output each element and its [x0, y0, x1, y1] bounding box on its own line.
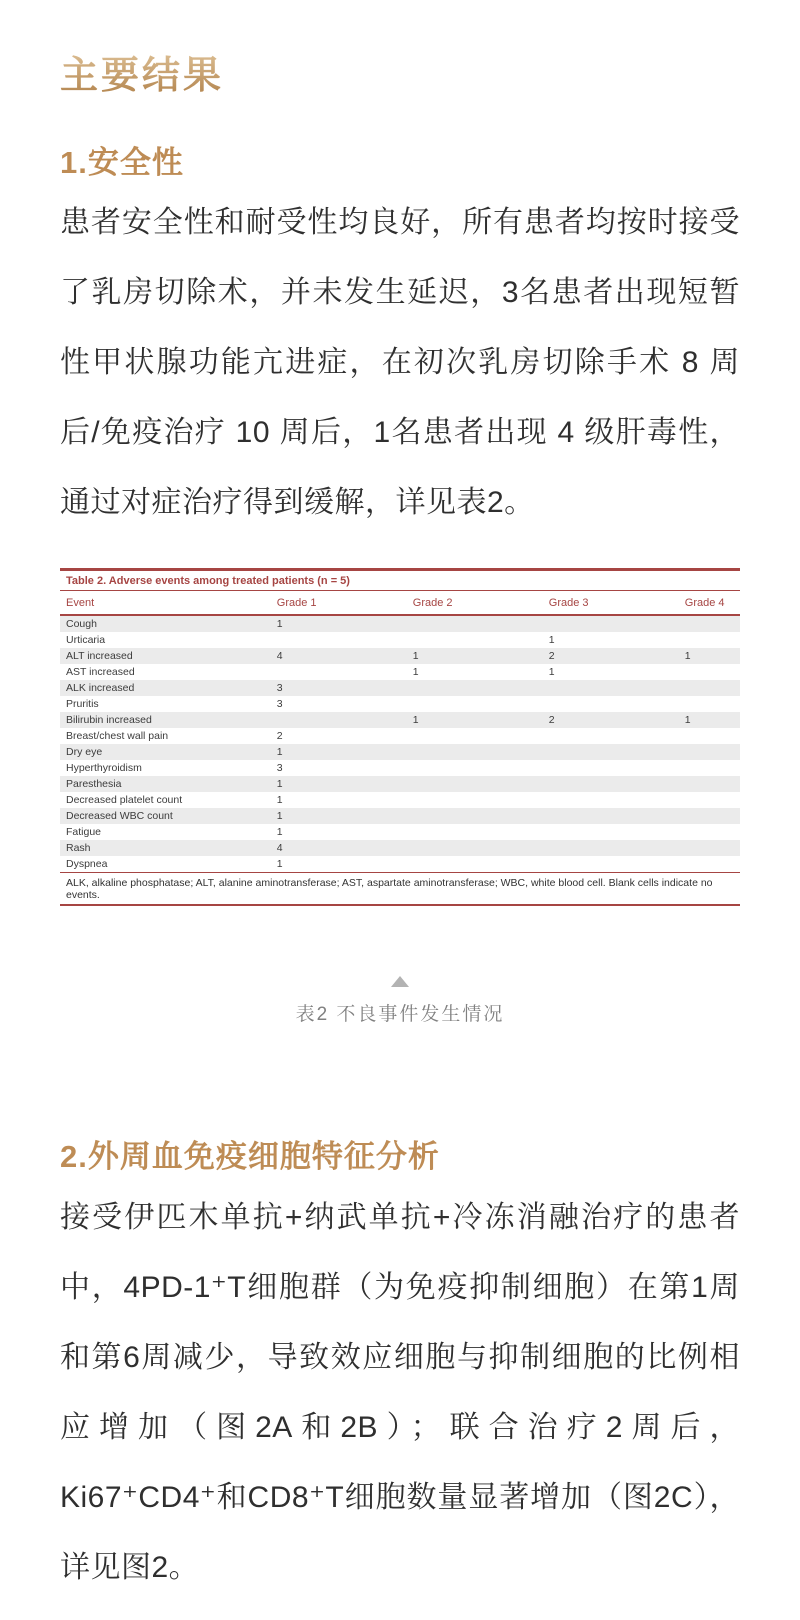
event-cell: Pruritis — [66, 697, 99, 710]
grade-cell — [271, 632, 407, 648]
grade-cell — [407, 680, 543, 696]
grade-cell — [407, 744, 543, 760]
table-row — [60, 728, 740, 744]
grade-cell — [407, 696, 543, 712]
table-row — [60, 712, 740, 728]
grade-cell — [407, 824, 543, 840]
event-cell: ALT increased — [66, 649, 133, 662]
grade-cell — [679, 856, 740, 872]
grade-cell: 1 — [412, 665, 419, 678]
grade-cell: 4 — [276, 649, 283, 662]
event-cell: Bilirubin increased — [66, 713, 152, 726]
grade-cell — [679, 664, 740, 680]
grade-cell — [543, 744, 679, 760]
table-row — [60, 680, 740, 696]
table-row — [60, 840, 740, 856]
grade-cell — [543, 696, 679, 712]
section-2-heading: 2.外周血免疫细胞特征分析 — [60, 1139, 440, 1175]
grade-cell — [679, 632, 740, 648]
grade-cell — [407, 615, 543, 632]
column-header: Grade 1 — [271, 591, 407, 615]
grade-cell: 1 — [276, 617, 283, 630]
grade-cell — [679, 792, 740, 808]
table-header-row — [60, 591, 740, 615]
grade-cell — [543, 680, 679, 696]
grade-cell — [407, 856, 543, 872]
grade-cell: 1 — [276, 825, 283, 838]
grade-cell — [271, 664, 407, 680]
grade-cell — [543, 808, 679, 824]
grade-cell — [679, 680, 740, 696]
event-cell: Decreased WBC count — [66, 809, 173, 822]
table-row — [60, 648, 740, 664]
event-cell: Decreased platelet count — [66, 793, 183, 806]
table-body — [60, 615, 740, 872]
grade-cell — [679, 776, 740, 792]
event-cell: Rash — [66, 841, 91, 854]
table-caption-block — [60, 976, 740, 1026]
event-cell: Dyspnea — [66, 857, 108, 870]
grade-cell: 1 — [548, 633, 555, 646]
grade-cell — [407, 632, 543, 648]
event-cell: Dry eye — [66, 745, 103, 758]
grade-cell: 1 — [276, 777, 283, 790]
grade-cell — [679, 696, 740, 712]
table-caption: 表2 不良事件发生情况 — [295, 1004, 505, 1026]
grade-cell — [543, 728, 679, 744]
event-cell: Breast/chest wall pain — [66, 729, 169, 742]
table-row — [60, 615, 740, 632]
event-cell: AST increased — [66, 665, 135, 678]
grade-cell: 1 — [276, 793, 283, 806]
grade-cell: 1 — [276, 745, 283, 758]
table-row — [60, 664, 740, 680]
table-row — [60, 856, 740, 872]
event-cell: Cough — [66, 617, 97, 630]
section-2-paragraph: 接受伊匹木单抗+纳武单抗+冷冻消融治疗的患者中，4PD-1⁺T细胞群（为免疫抑制细胞）在第1周和第6周减少，导致效应细胞与抑制细胞的比例相应增加（图2A和2B）；联合治疗2周后，Ki67⁺CD4⁺和CD8⁺T细胞数量显著增加（图2C），详见图2。 — [60, 1201, 740, 1585]
grade-cell: 1 — [412, 713, 419, 726]
grade-cell — [679, 744, 740, 760]
grade-cell: 1 — [276, 857, 283, 870]
grade-cell: 2 — [548, 649, 555, 662]
table-row — [60, 808, 740, 824]
grade-cell — [407, 840, 543, 856]
grade-cell: 2 — [276, 729, 283, 742]
grade-cell — [543, 824, 679, 840]
event-cell: Urticaria — [66, 633, 106, 646]
grade-cell — [543, 760, 679, 776]
grade-cell — [543, 776, 679, 792]
section-1-paragraph: 患者安全性和耐受性均良好，所有患者均按时接受了乳房切除术，并未发生延迟，3名患者出现短暂性甲状腺功能亢进症，在初次乳房切除手术 8 周后/免疫治疗 10 周后，1名患者出现 4 级肝毒性，通过对症治疗得到缓解，详见表2。 — [60, 206, 740, 520]
grade-cell — [543, 615, 679, 632]
grade-cell — [543, 792, 679, 808]
grade-cell — [679, 615, 740, 632]
triangle-up-icon — [391, 976, 409, 987]
grade-cell — [679, 824, 740, 840]
column-header: Grade 4 — [679, 591, 740, 615]
grade-cell — [271, 712, 407, 728]
event-cell: Paresthesia — [66, 777, 122, 790]
adverse-events-table — [60, 591, 740, 872]
column-header: Grade 2 — [407, 591, 543, 615]
section-1-heading: 1.安全性 — [60, 144, 184, 180]
grade-cell: 1 — [276, 809, 283, 822]
event-cell: Hyperthyroidism — [66, 761, 142, 774]
grade-cell — [543, 840, 679, 856]
table-row — [60, 792, 740, 808]
table-row — [60, 696, 740, 712]
grade-cell: 1 — [548, 665, 555, 678]
grade-cell — [679, 840, 740, 856]
table-row — [60, 824, 740, 840]
page-title: 主要结果 — [60, 52, 740, 98]
grade-cell — [407, 808, 543, 824]
adverse-events-table-figure — [60, 568, 740, 906]
table-row — [60, 760, 740, 776]
grade-cell — [543, 856, 679, 872]
grade-cell — [407, 728, 543, 744]
column-header: Grade 3 — [543, 591, 679, 615]
grade-cell: 3 — [276, 697, 283, 710]
table-row — [60, 632, 740, 648]
grade-cell: 3 — [276, 681, 283, 694]
table-row — [60, 744, 740, 760]
table-footnote: ALK, alkaline phosphatase; ALT, alanine aminotransferase; AST, aspartate aminotransferase; WBC, white blood cell. Blank cells indicate no events. — [60, 872, 740, 904]
column-header: Event — [60, 591, 271, 615]
event-cell: Fatigue — [66, 825, 102, 838]
grade-cell — [679, 760, 740, 776]
grade-cell — [407, 760, 543, 776]
event-cell: ALK increased — [66, 681, 135, 694]
grade-cell: 3 — [276, 761, 283, 774]
grade-cell: 4 — [276, 841, 283, 854]
grade-cell: 2 — [548, 713, 555, 726]
table-row — [60, 776, 740, 792]
grade-cell: 1 — [684, 649, 691, 662]
grade-cell — [407, 792, 543, 808]
grade-cell — [407, 776, 543, 792]
grade-cell: 1 — [412, 649, 419, 662]
grade-cell — [679, 728, 740, 744]
grade-cell: 1 — [684, 713, 691, 726]
table-title: Table 2. Adverse events among treated patients (n = 5) — [60, 571, 740, 591]
grade-cell — [679, 808, 740, 824]
